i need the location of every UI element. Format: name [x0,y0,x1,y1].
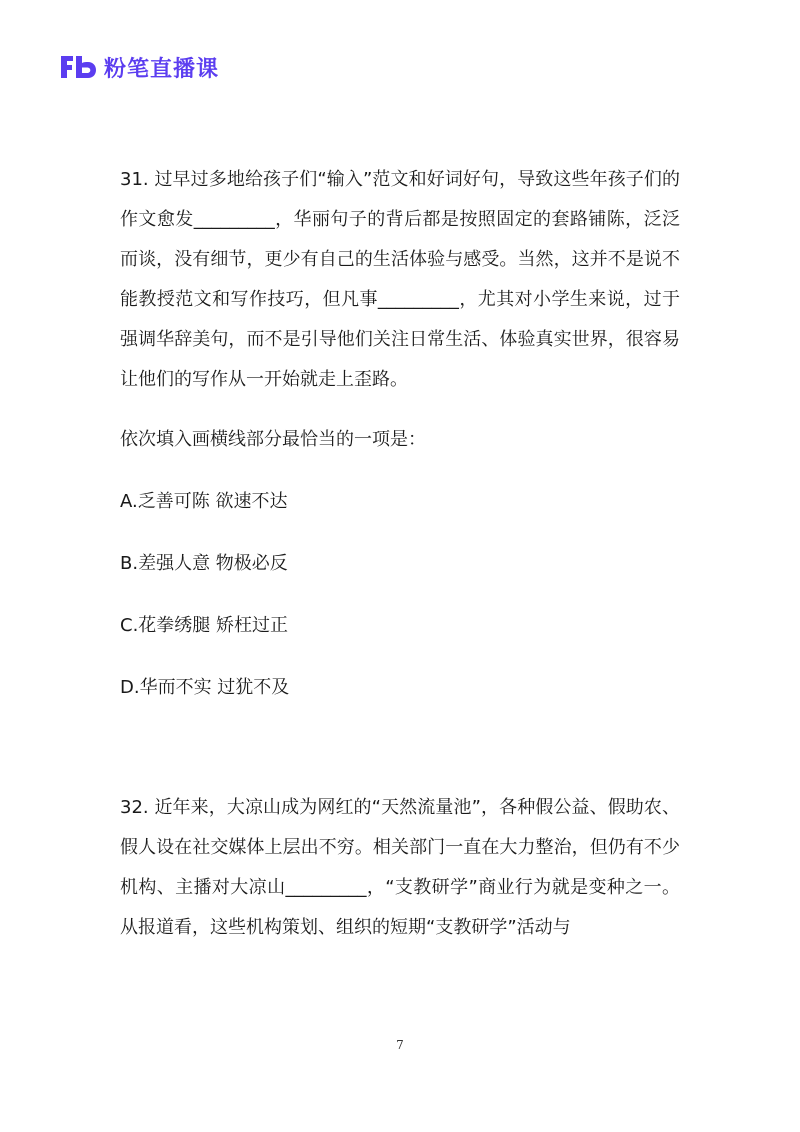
option-c: C.花拳绣腿 矫枉过正 [120,615,289,636]
option-d: D.华而不实 过犹不及 [120,677,290,698]
question-31-prompt: 依次填入画横线部分最恰当的一项是： [120,429,426,450]
page-number: 7 [396,1038,404,1052]
question-31-text: 31. 过早过多地给孩子们“输入”范文和好词好句，导致这些年孩子们的作文愈发_________，华丽句子的背后都是按照固定的套路铺陈，泛泛而谈，没有细节，更少有自己的生活体验与感受。当然，这并不是说不能教授范文和写作技巧，但凡事_________，尤其对小学生来说，过于强调华辞美句，而不是引导他们关注日常生活、体验真实世界，很容易让他们的写作从一开始就走上歪路。 [120,169,680,390]
question-32-text: 32. 近年来，大凉山成为网红的“天然流量池”，各种假公益、假助农、假人设在社交媒体上层出不穷。相关部门一直在大力整治，但仍有不少机构、主播对大凉山_________，“支教研学”商业行为就是变种之一。从报道看，这些机构策划、组织的短期“支教研学”活动与 [120,797,680,938]
fb-logo-icon [58,52,98,82]
option-a: A.乏善可陈 欲速不达 [120,491,288,512]
document-body [120,160,680,948]
header [58,50,219,84]
option-b: B.差强人意 物极必反 [120,553,288,574]
brand-name: 粉笔直播课 [104,56,220,82]
